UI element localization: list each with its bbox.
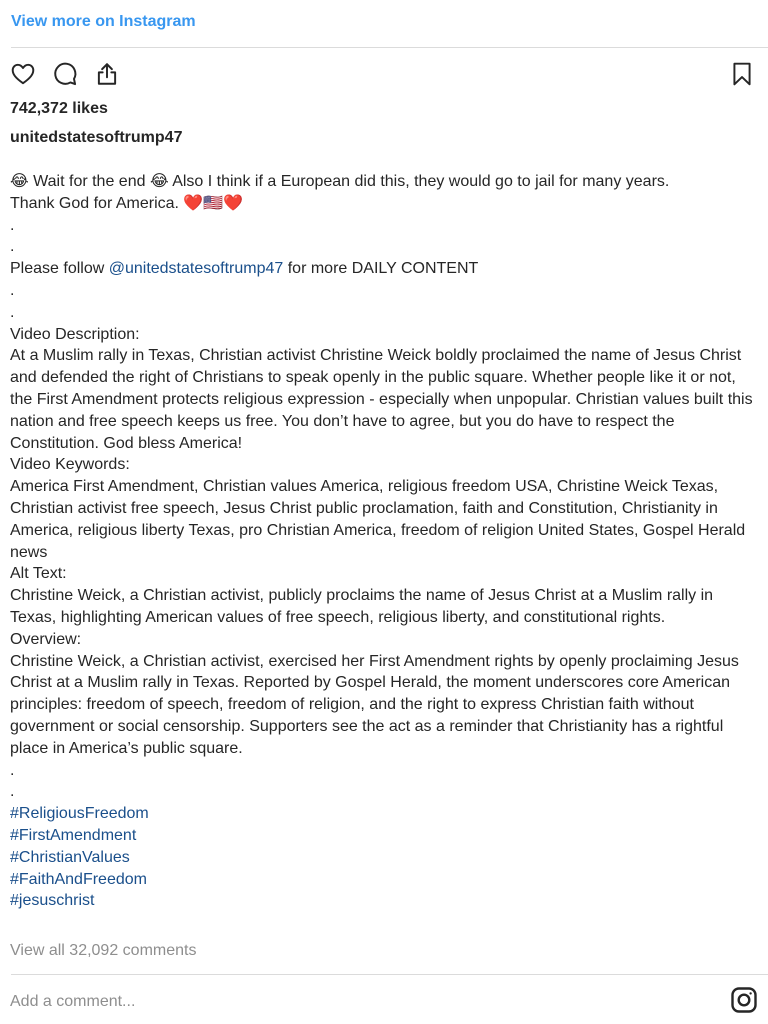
- caption-dot: .: [10, 281, 15, 299]
- comment-icon: [52, 61, 78, 87]
- add-comment-input[interactable]: [10, 990, 610, 1014]
- instagram-logo-icon: [730, 986, 758, 1014]
- hashtag-link[interactable]: #jesuschrist: [10, 892, 95, 910]
- post-actions: [9, 60, 121, 88]
- caption-dot: .: [10, 238, 15, 256]
- keywords-heading: Video Keywords:: [10, 456, 130, 474]
- heart-icon: [10, 61, 36, 87]
- description-text: At a Muslim rally in Texas, Christian activist Christine Weick boldly proclaimed the name of Jesus Christ and defended the right of Christians to speak openly in the public square. Whether people like it or not, the First Amendment protects religious expression - especially when unpopular. Christian values built this nation and free speech keeps us free. You don’t have to agree, but you do have to respect the Constitution. God bless America!: [10, 347, 753, 452]
- caption-dot: .: [10, 303, 15, 321]
- follow-line: [10, 258, 760, 280]
- share-button[interactable]: [93, 60, 121, 88]
- mention-link[interactable]: @unitedstatesoftrump47: [108, 260, 284, 278]
- alt-text-heading: Alt Text:: [10, 565, 67, 583]
- caption-dot: .: [10, 216, 15, 234]
- caption-line: 😂 Wait for the end 😂 Also I think if a European did this, they would go to jail for many years.: [10, 173, 670, 190]
- bottom-divider: [11, 974, 768, 975]
- top-divider: [11, 47, 768, 48]
- overview-heading: Overview:: [10, 630, 82, 648]
- alt-text-body: Christine Weick, a Christian activist, publicly proclaims the name of Jesus Christ at a Muslim rally in Texas, highlighting American values of free speech, religious liberty, and constitutional rights.: [10, 587, 714, 626]
- view-all-comments-link[interactable]: View all 32,092 comments: [10, 942, 197, 959]
- hashtag-link[interactable]: #FirstAmendment: [10, 826, 137, 844]
- bookmark-icon: [729, 61, 755, 87]
- description-heading: Video Description:: [10, 325, 140, 343]
- caption-line: Thank God for America. ❤️🇺🇸❤️: [10, 194, 244, 212]
- overview-text: Christine Weick, a Christian activist, exercised her First Amendment rights by openly proclaiming Jesus Christ at a Muslim rally in Texas. Reported by Gospel Herald, the moment underscores core American principles: freedom of speech, freedom of religion, and the right to express Christian faith without government or social censorship. Supporters see the act as a reminder that Christianity has a rightful place in America’s public square.: [10, 652, 739, 757]
- comment-button[interactable]: [51, 60, 79, 88]
- follow-suffix: for more DAILY CONTENT: [283, 260, 479, 278]
- view-more-on-instagram-link[interactable]: View more on Instagram: [11, 13, 196, 30]
- hashtag-link[interactable]: #FaithAndFreedom: [10, 870, 147, 888]
- caption-dot: .: [10, 783, 15, 801]
- hashtag-link[interactable]: #ReligiousFreedom: [10, 805, 149, 823]
- follow-prefix: Please follow: [10, 260, 109, 278]
- instagram-link[interactable]: [730, 986, 758, 1014]
- post-caption: [10, 171, 760, 912]
- hashtag-link[interactable]: #ChristianValues: [10, 848, 130, 866]
- share-icon: [94, 61, 120, 87]
- keywords-text: America First Amendment, Christian values America, religious freedom USA, Christine Weick Texas, Christian activist free speech, Jesus Christ public proclamation, faith and Constitution, Christianity in America, religious liberty Texas, pro Christian America, freedom of religion United States, Gospel Herald news: [10, 478, 746, 561]
- post-username[interactable]: unitedstatesoftrump47: [10, 129, 183, 146]
- likes-count[interactable]: 742,372 likes: [10, 100, 108, 117]
- save-button[interactable]: [728, 60, 756, 88]
- caption-dot: .: [10, 761, 15, 779]
- like-button[interactable]: [9, 60, 37, 88]
